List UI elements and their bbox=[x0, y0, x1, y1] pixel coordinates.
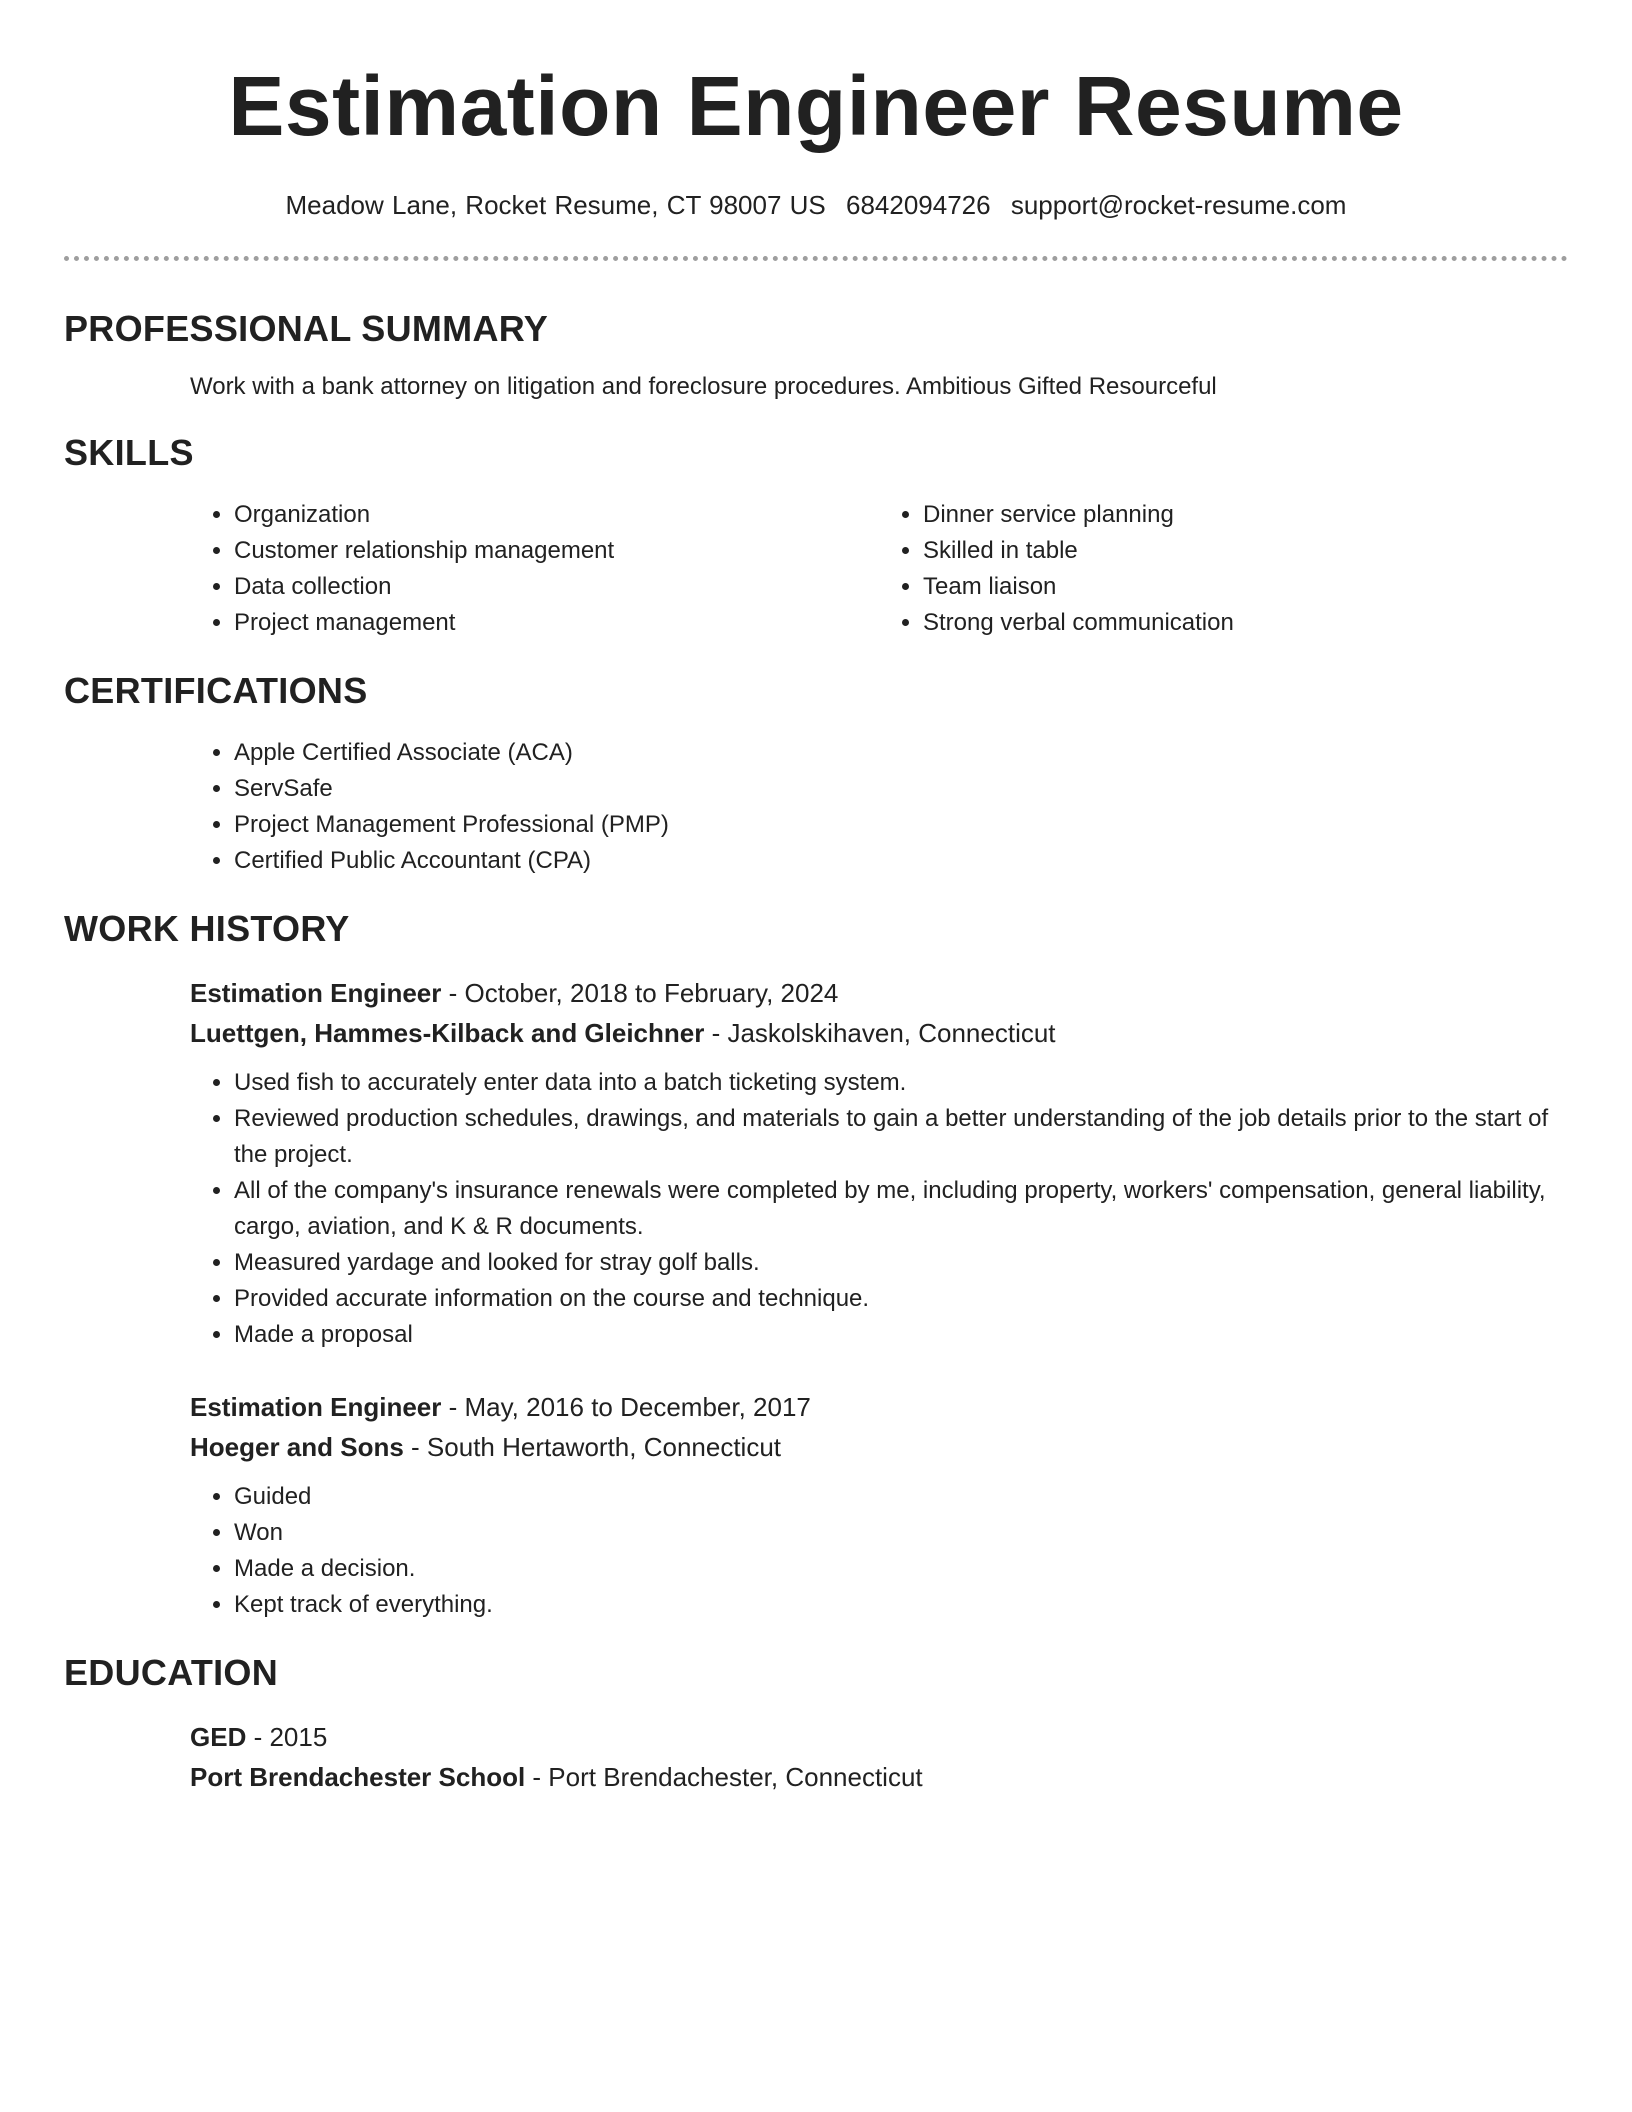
certification-item: • Project Management Professional (PMP) bbox=[234, 807, 1568, 843]
certifications-heading: CERTIFICATIONS bbox=[64, 670, 368, 711]
education-section bbox=[64, 1651, 1568, 1797]
certification-item: • ServSafe bbox=[234, 771, 1568, 807]
skills-list-right bbox=[879, 497, 1568, 641]
skill-item: • Strong verbal communication bbox=[923, 605, 1568, 641]
certifications-section bbox=[64, 669, 1568, 879]
job-bullet: • Made a decision. bbox=[234, 1551, 1568, 1587]
skills-section bbox=[64, 431, 1568, 641]
job-dates: - May, 2016 to December, 2017 bbox=[441, 1392, 811, 1422]
contact-address: Meadow Lane, Rocket Resume, CT 98007 US bbox=[285, 190, 826, 220]
job-dates: - October, 2018 to February, 2024 bbox=[441, 978, 839, 1008]
job-bullet: • Won bbox=[234, 1515, 1568, 1551]
job-title-line bbox=[190, 973, 1568, 1013]
certification-item: • Apple Certified Associate (ACA) bbox=[234, 735, 1568, 771]
job-entry bbox=[190, 1387, 1568, 1623]
job-bullet: • Measured yardage and looked for stray golf balls. bbox=[234, 1245, 1568, 1281]
summary-text: Work with a bank attorney on litigation and foreclosure procedures. Ambitious Gifted Resourceful bbox=[190, 373, 1217, 400]
job-bullet: • Made a proposal bbox=[234, 1317, 1568, 1353]
education-degree: GED bbox=[190, 1722, 247, 1752]
education-entry bbox=[190, 1717, 1568, 1797]
work-history-section bbox=[64, 907, 1568, 1623]
job-bullet: • Used fish to accurately enter data into a batch ticketing system. bbox=[234, 1065, 1568, 1101]
contact-email: support@rocket-resume.com bbox=[1010, 190, 1347, 220]
skill-item: • Dinner service planning bbox=[923, 497, 1568, 533]
education-heading: EDUCATION bbox=[64, 1652, 279, 1693]
skills-list-left bbox=[190, 497, 879, 641]
job-location: - Jaskolskihaven, Connecticut bbox=[704, 1018, 1056, 1048]
job-bullet: • Guided bbox=[234, 1479, 1568, 1515]
education-location: - Port Brendachester, Connecticut bbox=[525, 1762, 923, 1792]
certifications-list bbox=[190, 735, 1568, 879]
job-company: Luettgen, Hammes-Kilback and Gleichner bbox=[190, 1018, 705, 1048]
job-title-line bbox=[190, 1387, 1568, 1427]
skill-item: • Team liaison bbox=[923, 569, 1568, 605]
work-history-heading: WORK HISTORY bbox=[64, 908, 350, 949]
education-year: - 2015 bbox=[246, 1722, 328, 1752]
resume-title: Estimation Engineer Resume bbox=[228, 59, 1404, 153]
skill-item: • Data collection bbox=[234, 569, 879, 605]
skill-item: • Project management bbox=[234, 605, 879, 641]
skill-item: • Organization bbox=[234, 497, 879, 533]
job-bullets bbox=[190, 1479, 1568, 1623]
job-bullet: • All of the company's insurance renewals were completed by me, including property, workers' compensation, general liability, cargo, aviation, and K & R documents. bbox=[234, 1173, 1568, 1245]
summary-section bbox=[64, 307, 1568, 403]
job-company-line bbox=[190, 1013, 1568, 1053]
summary-heading: PROFESSIONAL SUMMARY bbox=[64, 308, 549, 349]
contact-line bbox=[64, 188, 1568, 222]
skill-item: • Skilled in table bbox=[923, 533, 1568, 569]
contact-phone: 6842094726 bbox=[846, 190, 991, 220]
education-degree-line bbox=[190, 1717, 1568, 1757]
job-title: Estimation Engineer bbox=[190, 978, 442, 1008]
skills-columns bbox=[190, 497, 1568, 641]
header-divider bbox=[64, 256, 1568, 261]
job-bullet: • Kept track of everything. bbox=[234, 1587, 1568, 1623]
job-bullet: • Provided accurate information on the course and technique. bbox=[234, 1281, 1568, 1317]
job-location: - South Hertaworth, Connecticut bbox=[403, 1432, 782, 1462]
resume-page bbox=[64, 0, 1568, 1797]
skills-heading: SKILLS bbox=[64, 432, 194, 473]
job-bullets bbox=[190, 1065, 1568, 1353]
job-company-line bbox=[190, 1427, 1568, 1467]
job-company: Hoeger and Sons bbox=[190, 1432, 404, 1462]
certification-item: • Certified Public Accountant (CPA) bbox=[234, 843, 1568, 879]
skill-item: • Customer relationship management bbox=[234, 533, 879, 569]
education-school: Port Brendachester School bbox=[190, 1762, 526, 1792]
education-school-line bbox=[190, 1757, 1568, 1797]
job-entry bbox=[190, 973, 1568, 1353]
job-bullet: • Reviewed production schedules, drawings, and materials to gain a better understanding of the job details prior to the start of the project. bbox=[234, 1101, 1568, 1173]
job-title: Estimation Engineer bbox=[190, 1392, 442, 1422]
